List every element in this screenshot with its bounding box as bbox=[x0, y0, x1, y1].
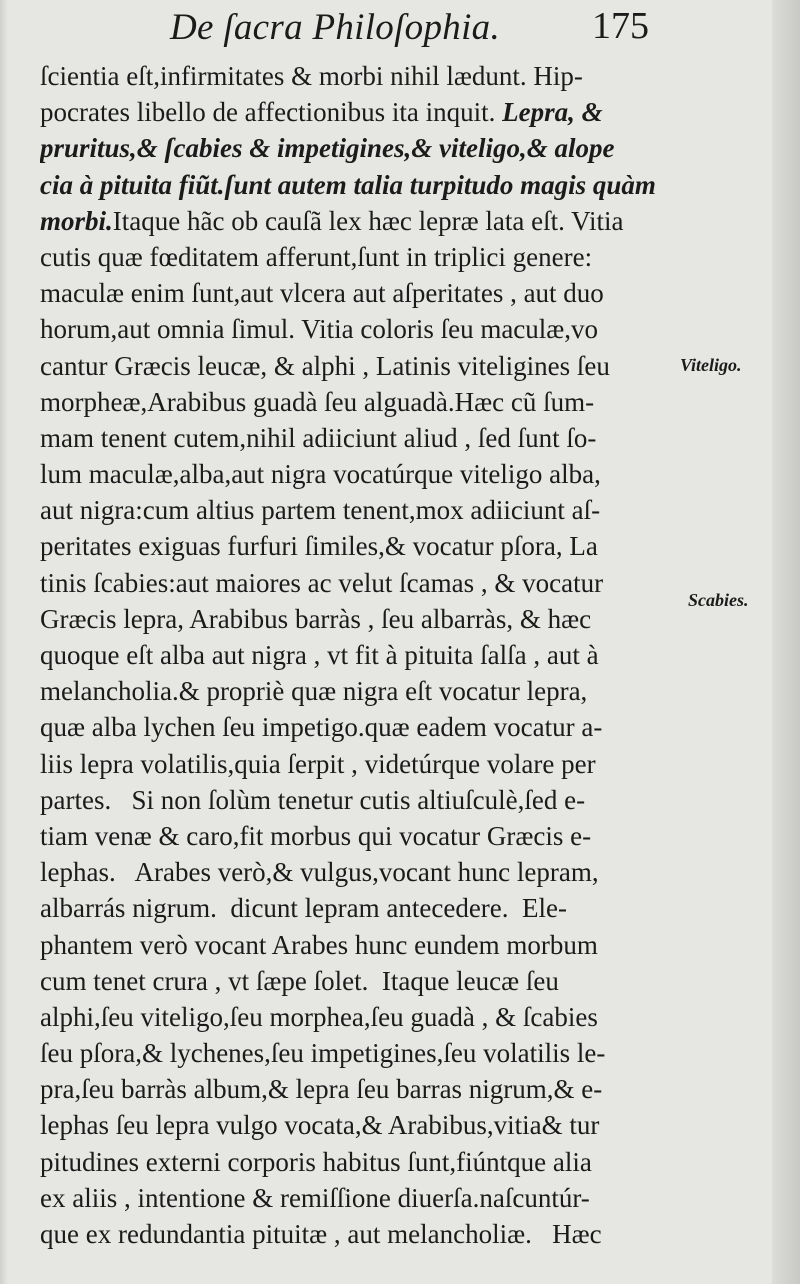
text-line bbox=[40, 818, 680, 854]
text-line bbox=[40, 130, 680, 166]
text-segment: peritates exiguas furfuri ſimiles,& vocatur pſora, La bbox=[40, 531, 598, 562]
text-segment: morpheæ,Arabibus guadà ſeu alguadà.Hæc cũ ſum- bbox=[40, 386, 595, 417]
text-line bbox=[40, 963, 680, 999]
italic-text-segment: Lepra, & bbox=[502, 97, 603, 128]
text-segment: ſcientia eſt,infirmitates & morbi nihil lædunt. Hip- bbox=[40, 61, 583, 91]
text-line bbox=[40, 854, 680, 890]
text-segment: ex aliis , intentione & remiſſione diuerſa.naſcuntúr- bbox=[40, 1182, 590, 1213]
text-line bbox=[40, 58, 680, 94]
text-segment: pra,ſeu barràs album,& lepra ſeu barras nigrum,& e- bbox=[40, 1074, 603, 1105]
text-line bbox=[40, 275, 680, 311]
running-title: De ſacra Philoſophia. bbox=[170, 7, 501, 48]
text-segment: pitudines externi corporis habitus ſunt,fiúntque alia bbox=[40, 1146, 592, 1177]
italic-text-segment: pruritus,& ſcabies & impetigines,& viteligo,& alope bbox=[40, 133, 615, 164]
text-segment: cum tenet crura , vt ſæpe ſolet. Itaque leucæ ſeu bbox=[40, 965, 559, 996]
text-line bbox=[40, 1180, 680, 1216]
text-segment: alphi,ſeu viteligo,ſeu morphea,ſeu guadà , & ſcabies bbox=[40, 1001, 598, 1032]
text-segment: aut nigra:cum altius partem tenent,mox adiiciunt aſ- bbox=[40, 495, 601, 526]
text-segment: mam tenent cutem,nihil adiiciunt aliud , ſed ſunt ſo- bbox=[40, 422, 597, 453]
text-segment: que ex redundantia pituitæ , aut melancholiæ. Hæc bbox=[40, 1219, 602, 1249]
text-segment: partes. Si non ſolùm tenetur cutis altiuſculè,ſed e- bbox=[40, 784, 586, 815]
text-line bbox=[40, 565, 680, 601]
text-line bbox=[40, 348, 680, 384]
text-segment: Græcis lepra, Arabibus barràs , ſeu albarràs, & hæc bbox=[40, 603, 592, 634]
text-segment: melancholia.& propriè quæ nigra eſt vocatur lepra, bbox=[40, 676, 588, 707]
text-line bbox=[40, 384, 680, 420]
text-segment: quæ alba lychen ſeu impetigo.quæ eadem vocatur a- bbox=[40, 712, 603, 743]
text-line bbox=[40, 601, 680, 637]
text-line bbox=[40, 999, 680, 1035]
text-segment: pocrates libello de affectionibus ita inquit. bbox=[40, 97, 503, 128]
text-line bbox=[40, 673, 680, 709]
body-text bbox=[40, 58, 680, 1252]
text-line bbox=[40, 1071, 680, 1107]
text-line bbox=[40, 1216, 680, 1252]
text-segment: cutis quæ fœditatem afferunt,ſunt in triplici genere: bbox=[40, 241, 593, 272]
text-line bbox=[40, 746, 680, 782]
text-line bbox=[40, 1144, 680, 1180]
margin-note-viteligo: Viteligo. bbox=[680, 355, 742, 375]
margin-note-scabies: Scabies. bbox=[688, 590, 749, 610]
text-segment: lephas. Arabes verò,& vulgus,vocant hunc lepram, bbox=[40, 857, 599, 888]
text-segment: Itaque hãc ob cauſã lex hæc lepræ lata eſt. Vitia bbox=[112, 205, 624, 236]
italic-text-segment: morbi. bbox=[40, 205, 113, 236]
text-line bbox=[40, 709, 680, 745]
text-line bbox=[40, 1107, 680, 1143]
text-line bbox=[40, 492, 680, 528]
text-segment: cantur Græcis leucæ, & alphi , Latinis viteligines ſeu bbox=[40, 350, 610, 381]
page-number: 175 bbox=[592, 5, 649, 47]
text-segment: maculæ enim ſunt,aut vlcera aut aſperitates , aut duo bbox=[40, 278, 604, 309]
text-line bbox=[40, 456, 680, 492]
text-line bbox=[40, 311, 680, 347]
text-segment: lephas ſeu lepra vulgo vocata,& Arabibus,vitia& tur bbox=[40, 1110, 600, 1141]
text-line bbox=[40, 927, 680, 963]
text-line bbox=[40, 239, 680, 275]
text-line bbox=[40, 528, 680, 564]
text-segment: albarrás nigrum. dicunt lepram antecedere. Ele- bbox=[40, 893, 568, 924]
text-segment: tinis ſcabies:aut maiores ac velut ſcamas , & vocatur bbox=[40, 567, 604, 598]
scan-right-edge bbox=[772, 0, 800, 1284]
text-line bbox=[40, 420, 680, 456]
italic-text-segment: cia à pituita fiũt.ſunt autem talia turpitudo magis quàm bbox=[40, 169, 656, 200]
text-line bbox=[40, 1035, 680, 1071]
text-line bbox=[40, 890, 680, 926]
text-segment: tiam venæ & caro,fit morbus qui vocatur Græcis e- bbox=[40, 820, 592, 851]
text-segment: ſeu pſora,& lychenes,ſeu impetigines,ſeu volatilis le- bbox=[40, 1038, 606, 1069]
text-line bbox=[40, 782, 680, 818]
text-segment: lum maculæ,alba,aut nigra vocatúrque viteligo alba, bbox=[40, 459, 601, 490]
text-segment: liis lepra volatilis,quia ſerpit , videtúrque volare per bbox=[40, 748, 596, 779]
text-line bbox=[40, 94, 680, 130]
scan-left-edge bbox=[0, 0, 8, 1284]
text-segment: horum,aut omnia ſimul. Vitia coloris ſeu maculæ,vo bbox=[40, 314, 599, 345]
text-line bbox=[40, 167, 680, 203]
text-line bbox=[40, 203, 680, 239]
text-line bbox=[40, 637, 680, 673]
text-segment: phantem verò vocant Arabes hunc eundem morbum bbox=[40, 929, 598, 960]
text-segment: quoque eſt alba aut nigra , vt fit à pituita ſalſa , aut à bbox=[40, 640, 599, 670]
